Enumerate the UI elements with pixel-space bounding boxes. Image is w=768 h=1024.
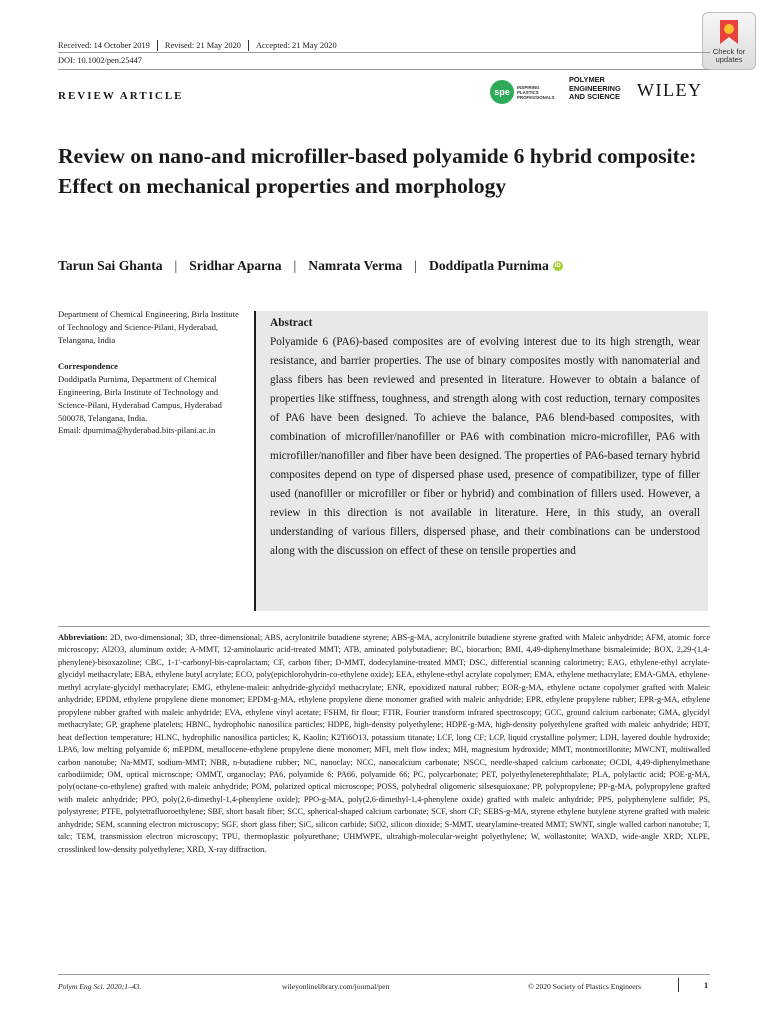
bookmark-ribbon-icon [716,18,742,46]
correspondence-heading: Correspondence [58,361,118,372]
check-for-updates-badge[interactable] [702,12,756,70]
journal-website[interactable]: wileyonlinelibrary.com/journal/pen [282,982,390,991]
author-name[interactable]: Tarun Sai Ghanta [58,258,163,273]
publication-dates [58,40,337,51]
spe-tagline: INSPIRING PLASTICS PROFESSIONALS [517,84,555,100]
date-divider [248,40,249,51]
doi-rule [58,69,710,70]
spe-mark: spe [490,80,514,104]
abstract-heading: Abstract [270,317,313,329]
article-title: Review on nano-and microfiller-based polyamide 6 hybrid composite: Effect on mechanical properties and morphology [58,144,697,198]
header-rule [58,52,710,53]
copyright: © 2020 Society of Plastics Engineers [528,982,642,991]
article-type: REVIEW ARTICLE [58,90,184,102]
orcid-icon[interactable]: iD [554,263,561,269]
abbreviation-label: Abbreviation: [58,633,108,642]
journal-citation: Polym Eng Sci. 2020;1–43. [58,982,142,991]
accepted-date: Accepted: 21 May 2020 [255,41,337,50]
author-name[interactable]: Namrata Verma [308,258,403,273]
author-name[interactable]: Sridhar Aparna [189,258,282,273]
author-list [58,258,563,274]
abstract-box [254,311,708,611]
wiley-logo: WILEY [637,80,703,100]
affiliation: Department of Chemical Engineering, Birla Institute of Technology and Science-Pilani, Hyderabad, Telangana, India [58,309,239,345]
author-info-column [58,308,243,437]
footer-divider [678,978,679,992]
author-name[interactable]: Doddipatla Purnima [429,258,549,273]
footer-rule [58,974,710,975]
author-divider: | [293,258,297,273]
correspondence-email[interactable]: Email: dpurnima@hyderabad.bits-pilani.ac.in [58,425,216,436]
abbreviation-text: 2D, two-dimensional; 3D, three-dimensional; ABS, acrylonitrile butadiene styrene; ABS-g-MA, acrylonitrile butadiene styrene grafted with Maleic anhydride; AFM, atomic force microscopy; Al2O3, aluminum oxide; A-MMT, 12-aminolauric acid-treated MMT; ATB, aminated polybutadiene; BC, biocarbon; BMI, 4,49-diphenylmethane bismaleimide; BOX, 2,29-(1,4-phenylene)-bisoxazoline; CBC, 1-1′-carbonyl-bis-caprolactam; CF, carbon fiber; D-MMT, dodecylamine-treated MMT; DSC, differential scanning calorimetry; EAG, ethylene-ethyl acrylate-glycidyl methacrylate; EBA, ethylene butyl acrylate; ECO, poly(epichlorohydrin-co-ethylene oxide); EEA, ethylene-ethyl acrylate copolymer; EMA, ethylene methacrylate; EMA-GMA, ethylene-methyl acrylate-glycidyl methacrylate; EMG, ethylene-maleic anhydride-glycidyl methacrylate; ENR, epoxidized natural rubber; EOR-g-MA, ethylene octane copolymer grafted with Maleic anhydride; EPDM, ethylene propylene diene monomer; EPDM-g-MA, ethylene propylene diene monomer grafted with maleic anhydride; EPR, ethylene propylene rubber; EPR-g-MA, ethylene propylene rubber grafted with maleic anhydride; EVA, ethylene vinyl acetate; FSHM, fir flour; FTIR, Fourier transform infrared spectroscopy; GCC, ground calcium carbonate; GMA, glycidyl methacrylate; GP, graphene platelets; HBNC, hydrophobic nanosilica particles; HDPE, high-density polyethylene; HDPE-g-MA, high-density polyethylene grafted with maleic anhydride; HDT, heat deflection temperature; HLNC, hydrophilic nanosilica particles; K, Kaolin; K2Ti6O13, potassium titanate; LCF, long CF; LCP, liquid crystalline polymer; LDH, layered double hydroxide; LPA6, low melting polyamide 6; mEPDM, metallocene-ethylene propylene diene monomer; MFI, melt flow index; MH, magnesium hydroxide; MMT, montmorillonite; MWCNT, multiwalled carbon nanotube; Na-MMT, sodium-MMT; NBR, n-butadiene rubber; NC, nanoclay; NCC, nanocalcium carbonate; NSCC, needle-shaped calcium carbonate; OCDI, 4,49-diphenylmethane carbodiimide; OM, optical microscope; OMMT, organoclay; PA6, polyamide 6; PA66, polyamide 66; PC, polycarbonate; PET, polyethyleneterephthalate; PLA, polylactic acid; POE-g-MA, poly(octane-co-ethylene) grafted with maleic anhydride; POM, polarized optical microscope; POSS, polyhedral oligomeric silsesquioxane; PP, polypropylene; PP-g-MA, polypropylene grafted with maleic anhydride; PPO, poly(2,6-dimethyl-1,4-phenylene oxide); PPO-g-MA, poly(2,6-dimethyl-1,4-phenylene oxide) grafted with maleic anhydride; PPS, polyphenylene sulfide; PS, polystyrene; PTFE, polytetrafluoroethylene; SBF, short basalt fiber; SCC, spherical-shaped calcium carbonate; SCF, short CF; SEBS-g-MA, styrene ethylene butylene styrene grafted with maleic anhydride; SEM, scanning electron microscopy; SGF, short glass fiber; SiC, silicon carbide; SiO2, silicon dioxide; S-MMT, stearylamine-treated MMT; SWNT, single walled carbon nanotube; T, talc; TEM, transmission electron microscopy; TPU, thermoplastic polyurethane; UHMWPE, ultrahigh-molecular-weight polyethylene; W, wollastonite; WAXD, wide-angle XRD; XLPE, crosslinked low-density polyethylene; XRD, X-ray diffraction. [58,633,711,854]
correspondence-text: Doddipatla Purnima, Department of Chemical Engineering, Birla Institute of Technology and Science-Pilani, Hyderabad Campus, Hyderabad 500078, Telangana, India. [58,374,222,423]
revised-date: Revised: 21 May 2020 [164,41,241,50]
spe-logo [490,80,555,104]
page-number: 1 [704,981,709,990]
check-for-updates-label: Check for updates [712,47,746,65]
author-divider: | [174,258,178,273]
abbreviation-list [58,632,710,856]
abstract-text: Polyamide 6 (PA6)-based composites are of evolving interest due to its high strength, wear resistance, and barrier properties. The use of binary composites mostly with nanomaterial and glass fibers has been reviewed and presented in literature. However to obtain a balance of properties like stiffness, toughness, and strength along with cost reduction, ternary composites of PA6 have been designed. To achieve the balance, PA6 blend-based composites, with combination of microfiller/nanofiller or PA6 with combination micro-microfiller, PA6 with microfiller/nanofiller and fiber have been designed. The properties of PA6-based ternary hybrid composites depend on type of dispersed phase used, presence of compatibilizer, type of filler used (nanofiller or microfiller or fiber or hybrid) and combination of fillers used. However, a review in this direction is not available in literature. Here, in this study, an overall understanding of various fillers, dispersed phase, and their combinations can be understood along with the discussion on effect of these on tensile properties and [270,336,700,557]
journal-logo: POLYMER ENGINEERING AND SCIENCE [569,75,621,102]
abbreviation-rule [58,626,710,627]
author-divider: | [414,258,418,273]
doi[interactable]: DOI: 10.1002/pen.25447 [58,56,142,65]
received-date: Received: 14 October 2019 [58,41,150,50]
date-divider [157,40,158,51]
